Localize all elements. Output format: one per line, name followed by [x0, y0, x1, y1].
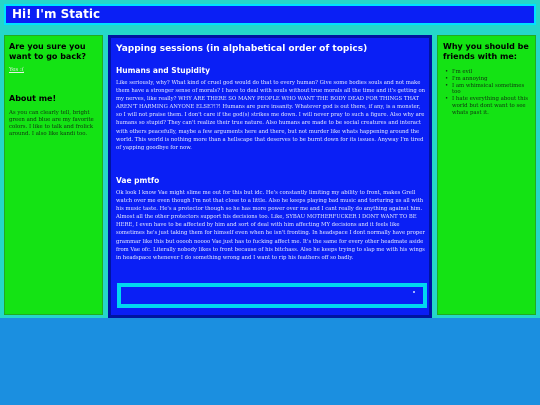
list-item: • I'm annoying: [444, 76, 532, 83]
list-item: • I am whimsical sometimes too: [444, 83, 532, 97]
left-sidebar: [4, 35, 103, 315]
scroll-marker: [413, 291, 415, 293]
about-text: As you can clearly tell, bright green and blue are my favorite colors. I like to talk and frolick around. I also like kandi too.: [9, 110, 94, 137]
back-title: Are you sure you want to go back?: [9, 42, 87, 61]
friends-list: [444, 69, 532, 117]
main-title: Yapping sessions (in alphabetical order of topics): [116, 44, 368, 54]
friends-title: Why you should be friends with me:: [443, 42, 529, 61]
go-back-link[interactable]: Yes :(: [9, 67, 24, 73]
section-text-humans: Like seriously, why? What kind of cruel god would do that to every human? Give some bodies souls and not make them have a stronger sense of morals? I have to deal with souls without true morals all the time and it's getting on my nerves, like really? WHY ARE THERE SO MANY PEOPLE WHO WANT THE BODY DEAD FOR THINGS THAT AREN'T HARMING ANYONE ELSE?!?! Humans are pure insanity. Whatever god is out there, if any, is a monster, so I will not praise them. I don't care if the god(s) strikes me down. I will never pray to such a figure. Also why are humans so stupid? They can't realize their true nature. Also humans are made to be social creatures and interact with others peacefully, maybe a few arguments here and there, but not murder like whats happening around the world. This world is nothing more than a hellscape that deserves to be burnt down for its issues. Anyway I'm tired of yapping goodbye for now.: [116, 80, 426, 151]
site-title: Hi! I'm Static: [12, 7, 101, 21]
about-title: About me!: [9, 94, 57, 103]
section-text-vae: Ok look I know Vae might slime me out for this but idc. He's constantly limiting my ability to front, makes Grell watch over me even though I'm not that close to a little. Also he keeps playing bad music and torturing us all with his music taste. He's a protector though so he has more power over me and I cant really do anything against him. Almost all the other protectors support his decisions too. Like, SYBAU MOTHERFUCKER I DONT WANT TO BE HERE, I even have to be affected by him and sort of deal with him affecting MY decisions and it feels like sometimes he's just taking them for himself even when he isn't fronting. In headspace I dont normally have proper grammar like this but ooooh noooo Vae just has to fucking affect me. It's the same for every other headmate aside from Vae ofc. Literally nobody likes to front because of his bitchass. Also he keeps trying to slap me with his wings in headspace whenever I do something wrong and I want to rip his feathers off so badly.: [116, 190, 425, 261]
scroll-box[interactable]: [117, 283, 427, 308]
main-content: [108, 35, 432, 318]
right-sidebar: [437, 35, 536, 315]
list-item: • I hate everything about this world but dont want to see whats past it.: [444, 96, 532, 116]
section-heading-vae: Vae pmtfo: [116, 176, 160, 185]
section-heading-humans: Humans and Stupidity: [116, 66, 210, 75]
site-header: [4, 4, 536, 25]
list-item: • I'm evil: [444, 69, 532, 76]
